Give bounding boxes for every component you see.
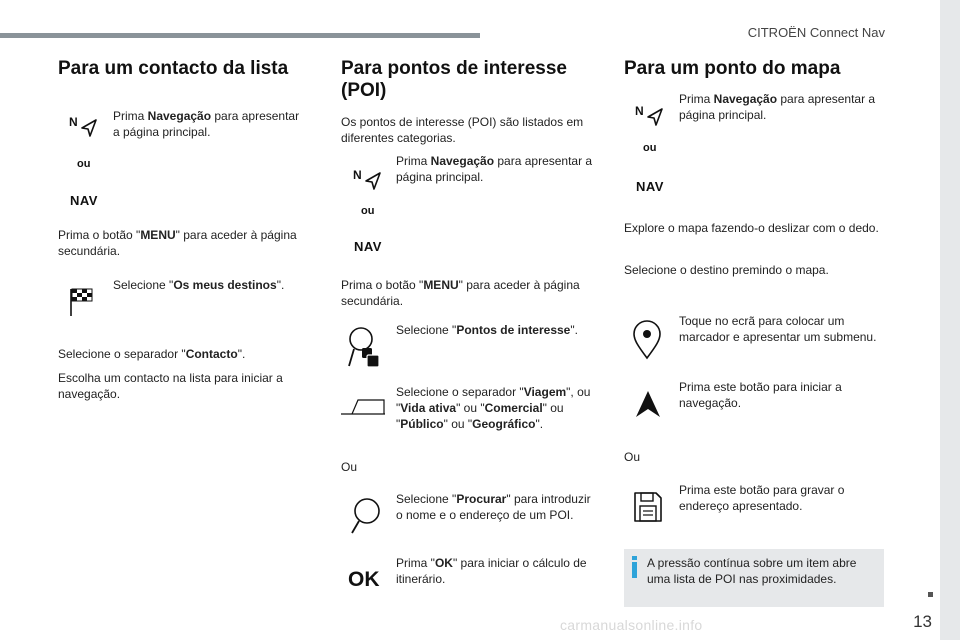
navigation-arrow-icon <box>634 103 664 131</box>
col3-start-text: Prima este botão para iniciar a navegação. <box>679 380 842 410</box>
col3-title: Para um ponto do mapa <box>624 58 841 79</box>
page-marker <box>928 592 933 597</box>
svg-text:N: N <box>353 168 362 182</box>
col3-step1-text: Prima Navegação para apresentar a página principal. <box>679 92 876 122</box>
navigation-start-icon <box>634 389 662 419</box>
side-strip <box>940 0 960 640</box>
col2-intro: Os pontos de interesse (POI) são listados em diferentes categorias. <box>341 115 584 145</box>
col1-step1-text: Prima Navegação para apresentar a página principal. <box>113 109 300 139</box>
page-number: 13 <box>913 612 932 631</box>
tab-separator-icon <box>340 398 386 416</box>
col1-choose-text: Escolha um contacto na lista para iniciar a navegação. <box>58 371 283 401</box>
col1-tab-text: Selecione o separador "Contacto". <box>58 347 246 361</box>
col2-or-text: Ou <box>341 460 358 474</box>
col3-save-text: Prima este botão para gravar o endereço apresentado. <box>679 483 845 513</box>
col3-touch-text: Toque no ecrã para colocar um marcador e apresentar um submenu. <box>679 314 877 344</box>
col1-menu-text: Prima o botão "MENU" para aceder à página secundária. <box>58 228 297 258</box>
col2-menu-text: Prima o botão "MENU" para aceder à página secundária. <box>341 278 580 308</box>
col3-or-label: ou <box>643 142 657 154</box>
col1-title: Para um contacto da lista <box>58 58 289 79</box>
watermark: carmanualsonline.info <box>560 617 703 633</box>
info-icon <box>632 556 637 578</box>
nav-button[interactable]: NAV <box>354 239 382 254</box>
col2-select-text: Selecione "Pontos de interesse". <box>396 323 578 337</box>
col1-select-text: Selecione "Os meus destinos". <box>113 278 285 292</box>
ok-button[interactable]: OK <box>348 568 380 591</box>
col2-step1-text: Prima Navegação para apresentar a página principal. <box>396 154 593 184</box>
col3-explore-text: Explore o mapa fazendo-o deslizar com o dedo. <box>624 221 879 235</box>
info-note-text: A pressão contínua sobre um item abre uma lista de POI nas proximidades. <box>647 556 857 586</box>
poi-search-icon <box>347 326 383 370</box>
nav-button[interactable]: NAV <box>70 193 98 208</box>
col2-ok-text: Prima "OK" para iniciar o cálculo de itinerário. <box>396 556 587 586</box>
map-pin-icon <box>632 320 662 360</box>
checkered-flag-icon <box>68 287 96 317</box>
col2-or-label: ou <box>361 205 375 217</box>
col3-or-text: Ou <box>624 450 641 464</box>
navigation-arrow-icon <box>352 167 382 195</box>
svg-text:N: N <box>69 115 78 129</box>
nav-button[interactable]: NAV <box>636 179 664 194</box>
col3-select-text: Selecione o destino premindo o mapa. <box>624 263 829 277</box>
col1-or-label: ou <box>77 158 91 170</box>
col2-title: Para pontos de interesse (POI) <box>341 58 567 101</box>
col2-tab-text: Selecione o separador "Viagem", ou "Vida ativa" ou "Comercial" ou "Público" ou "Geográfico". <box>396 385 591 431</box>
svg-text:N: N <box>635 104 644 118</box>
search-icon <box>348 496 382 536</box>
header-bar <box>0 33 480 38</box>
navigation-arrow-icon <box>68 114 98 142</box>
save-icon <box>632 490 664 524</box>
col2-search-text: Selecione "Procurar" para introduzir o nome e o endereço de um POI. <box>396 492 591 522</box>
header-title: CITROËN Connect Nav <box>747 25 885 40</box>
